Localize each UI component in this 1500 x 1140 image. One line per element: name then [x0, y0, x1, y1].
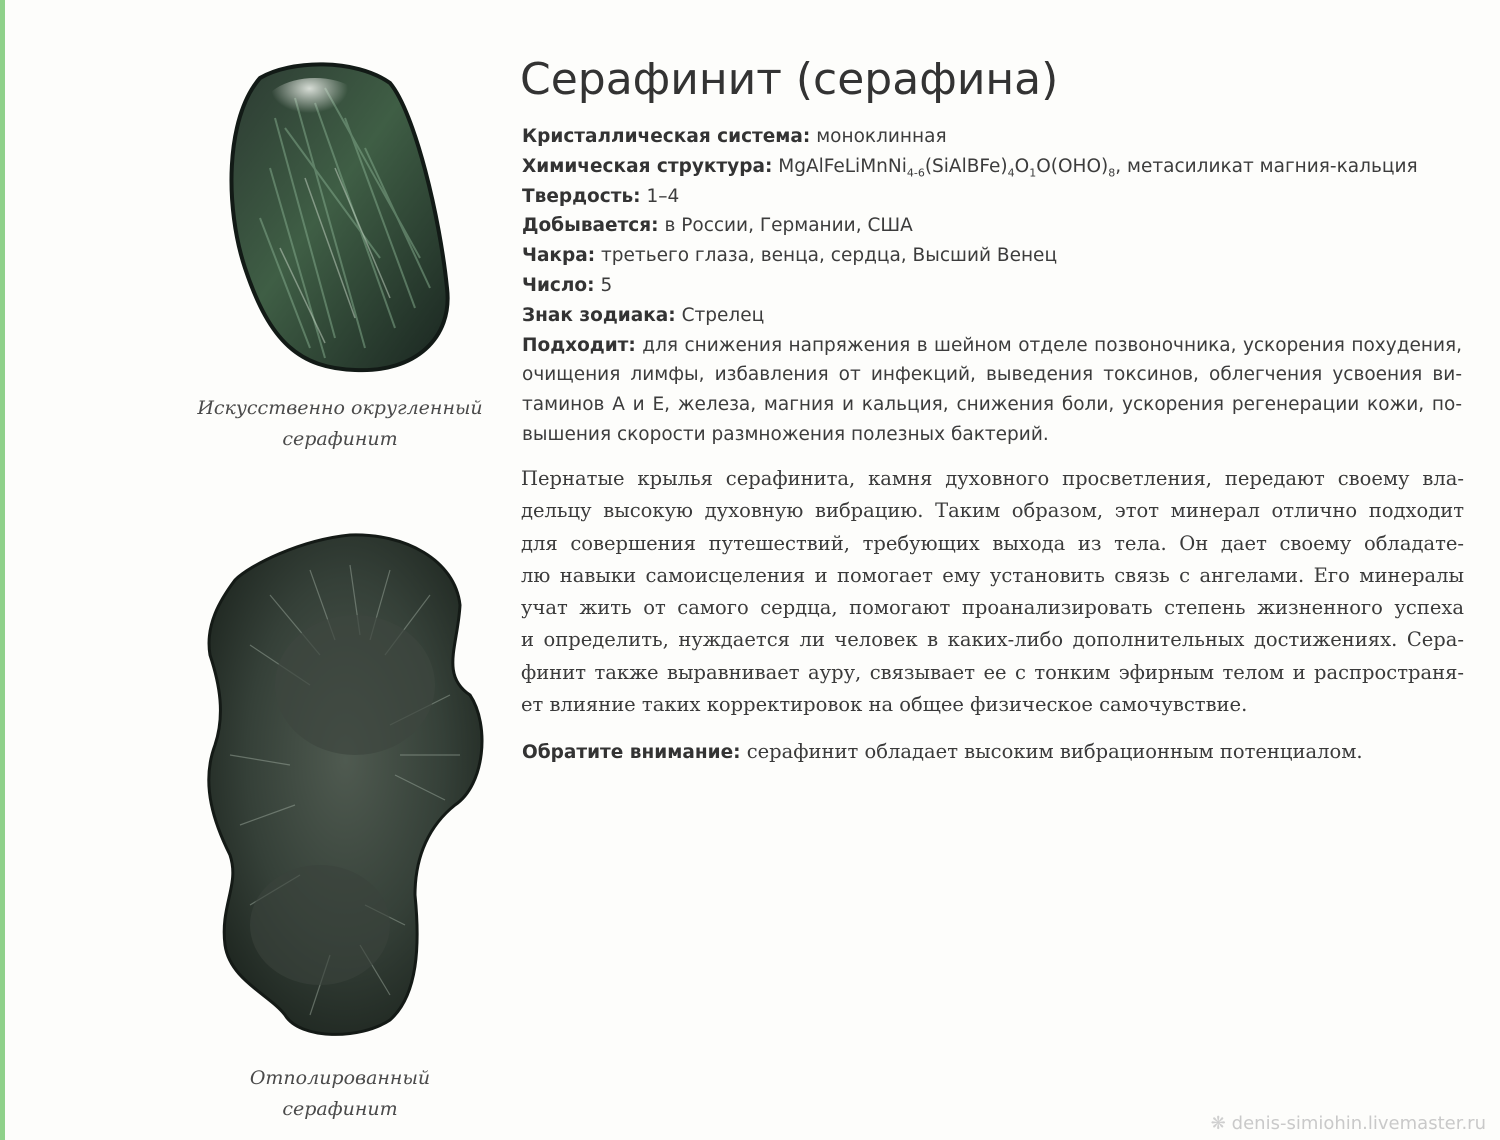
formula-part: MgAlFeLiMnNi: [778, 155, 907, 177]
properties-list: [522, 122, 1462, 450]
property-hardness: [522, 182, 1462, 212]
formula-subscript: 8: [1108, 166, 1116, 180]
property-suitable-line-1: [522, 331, 1462, 361]
caption-top-line-2: серафинит: [282, 428, 398, 450]
paragraph-line: финит также выравнивает ауру, связывает ее с тонким эфирным телом и распространя-: [521, 660, 1464, 684]
caption-top-line-1: Искусственно округленный: [197, 397, 483, 419]
page-title: Серафинит (серафина): [520, 54, 1059, 105]
property-label: Чакра:: [522, 245, 596, 267]
formula-part: (SiAlBFe): [924, 155, 1008, 177]
property-number: [522, 271, 1462, 301]
property-suitable-line-2: очищения лимфы, избавления от инфекций, выведения токсинов, облегчения усвоения ви-: [522, 364, 1462, 386]
formula-subscript: 1: [1029, 166, 1037, 180]
property-label: Добывается:: [522, 215, 659, 237]
caption-bottom-line-2: серафинит: [282, 1098, 398, 1120]
description-paragraph: [521, 463, 1464, 721]
property-label: Твердость:: [522, 185, 641, 207]
formula-part: , метасиликат магния-кальция: [1115, 155, 1418, 177]
watermark: [1211, 1113, 1486, 1134]
property-suitable-line-3: таминов А и Е, железа, магния и кальция, снижения боли, ускорения регенерации кожи, по-: [522, 394, 1462, 416]
property-value: в России, Германии, США: [664, 215, 913, 237]
paragraph-line: лю навыки самоисцеления и помогает ему установить связь с ангелами. Его минералы: [521, 563, 1464, 587]
formula-part: O: [1014, 155, 1030, 177]
property-chakra: [522, 241, 1462, 271]
attention-note: [522, 736, 1363, 769]
property-value: третьего глаза, венца, сердца, Высший Венец: [601, 245, 1058, 267]
property-label: Кристаллическая система:: [522, 126, 811, 147]
property-value: моноклинная: [816, 126, 947, 147]
property-zodiac: [522, 301, 1462, 331]
formula-part: O(OHO): [1036, 155, 1109, 177]
page-edge-strip: [0, 0, 5, 1140]
formula-subscript: 4: [1007, 166, 1015, 180]
note-text: серафинит обладает высоким вибрационным потенциалом.: [740, 740, 1363, 763]
property-crystal-system: [522, 122, 1462, 152]
polished-seraphinite-image: [190, 525, 490, 1045]
watermark-text: denis-simiohin.livemaster.ru: [1231, 1113, 1486, 1134]
property-label: Химическая структура:: [522, 155, 773, 177]
property-value-line: для снижения напряжения в шейном отделе позвоночника, ускорения похудения,: [642, 334, 1462, 356]
snowflake-icon: ❋: [1210, 1113, 1226, 1134]
paragraph-line: Пернатые крылья серафинита, камня духовного просветления, передают своему вла-: [521, 467, 1464, 490]
property-chemical-structure: [522, 152, 1462, 182]
tumbled-seraphinite-image: [215, 58, 465, 378]
paragraph-line: для совершения путешествий, требующих выхода из тела. Он дает своему обладате-: [521, 531, 1464, 555]
caption-polished-stone: [180, 1063, 500, 1125]
property-value: 5: [600, 274, 613, 296]
property-mined: [522, 211, 1462, 241]
caption-tumbled-stone: [180, 393, 500, 455]
paragraph-line: дельцу высокую духовную вибрацию. Таким образом, этот минерал отлично подходит: [521, 499, 1464, 523]
property-suitable-line-4: вышения скорости размножения полезных бактерий.: [522, 423, 1049, 445]
property-label: Число:: [522, 274, 595, 296]
property-value: 1–4: [646, 185, 680, 207]
property-label: Подходит:: [522, 334, 636, 356]
paragraph-line: ет влияние таких корректировок на общее физическое самочувствие.: [521, 693, 1248, 717]
caption-bottom-line-1: Отполированный: [249, 1067, 431, 1089]
formula-subscript: 4-6: [906, 166, 925, 180]
note-label: Обратите внимание:: [522, 742, 741, 763]
property-label: Знак зодиака:: [522, 304, 676, 326]
property-value: Стрелец: [681, 304, 765, 326]
paragraph-line: и определить, нуждается ли человек в каких-либо дополнительных достижениях. Сера-: [521, 628, 1464, 652]
property-suitable-for: [522, 331, 1462, 450]
paragraph-line: учат жить от самого сердца, помогают проанализировать степень жизненного успеха: [521, 596, 1464, 620]
